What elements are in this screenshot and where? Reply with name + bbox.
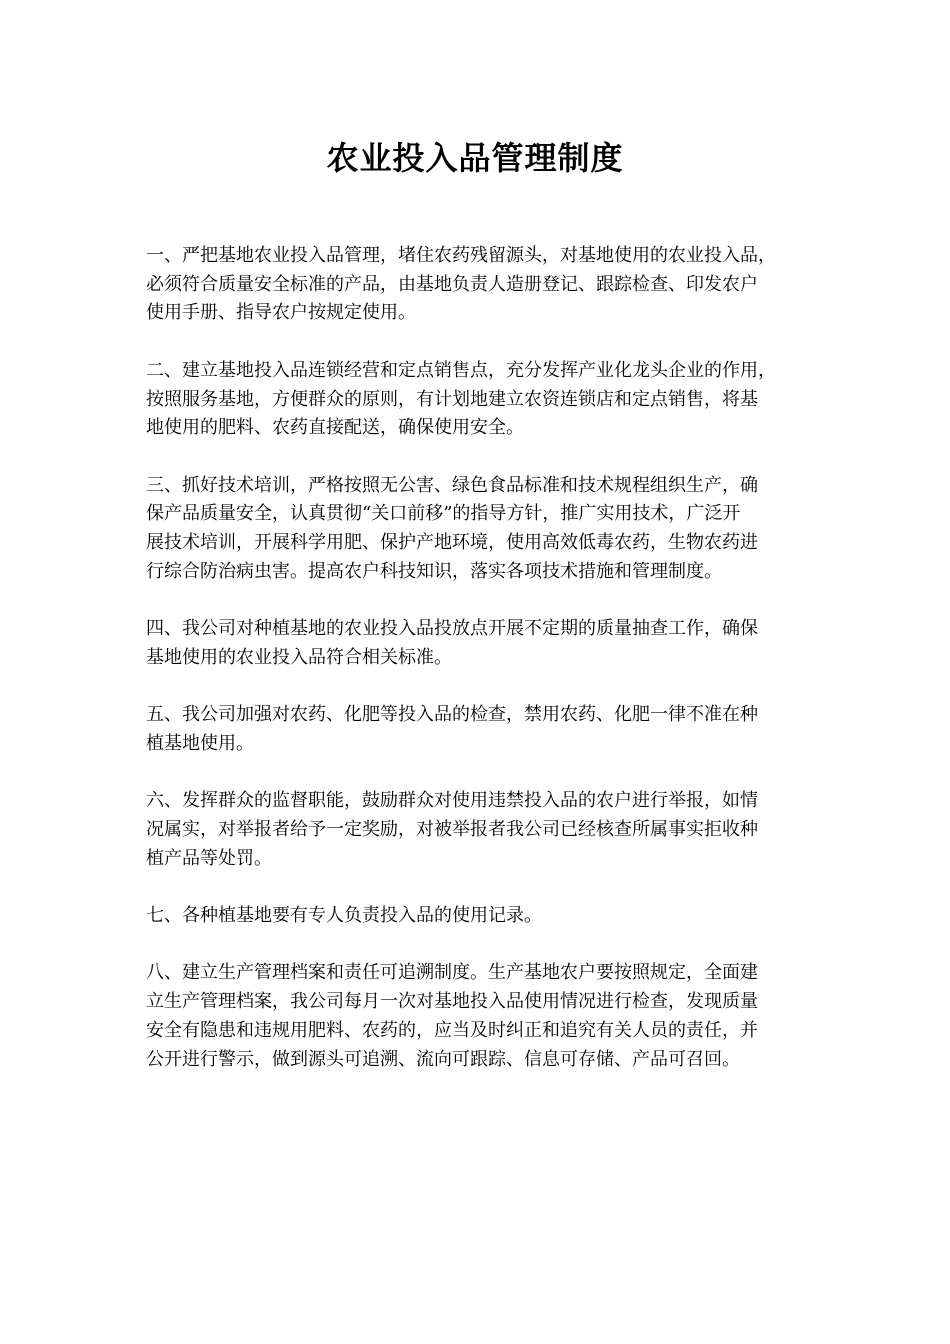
paragraph-3: 三、抓好技术培训，严格按照无公害、绿色食品标准和技术规程组织生产，确 保产品质量安全，认真贯彻“关口前移”的指导方针，推广实用技术，广泛开 展技术培训，开展科学用肥、保护产地环境，使用高效低毒农药，生物农药进 行综合防治病虫害。提高农户科技知识，落实各项技术措施和管理制度。: [146, 474, 758, 582]
paragraph-4: 四、我公司对种植基地的农业投入品投放点开展不定期的质量抽查工作，确保 基地使用的农业投入品符合相关标准。: [146, 618, 758, 668]
paragraph-2: 二、建立基地投入品连锁经营和定点销售点，充分发挥产业化龙头企业的作用， 按照服务基地，方便群众的原则，有计划地建立农资连锁店和定点销售，将基 地使用的肥料、农药直接配送，确保使用安全。: [146, 359, 776, 439]
document-body: [146, 242, 812, 1103]
paragraph-7: 七、各种植基地要有专人负责投入品的使用记录。: [146, 905, 542, 927]
paragraph-6: 六、发挥群众的监督职能，鼓励群众对使用违禁投入品的农户进行举报，如情 况属实，对举报者给予一定奖励，对被举报者我公司已经核查所属事实拒收种 植产品等处罚。: [146, 790, 758, 869]
paragraph-8: 八、建立生产管理档案和责任可追溯制度。生产基地农户要按照规定，全面建 立生产管理档案，我公司每月一次对基地投入品使用情况进行检查，发现质量 安全有隐患和违规用肥料、农药的，应当及时纠正和追究有关人员的责任，并 公开进行警示，做到源头可追溯、流向可跟踪、信息可存储、产品可召回。: [146, 962, 758, 1070]
document-title: 农业投入品管理制度: [326, 139, 624, 177]
paragraph-5: 五、我公司加强对农药、化肥等投入品的检查，禁用农药、化肥一律不准在种 植基地使用。: [146, 704, 758, 754]
paragraph-1: 一、严把基地农业投入品管理，堵住农药残留源头，对基地使用的农业投入品， 必须符合质量安全标准的产品，由基地负责人造册登记、跟踪检查、印发农户 使用手册、指导农户按规定使用。: [146, 245, 776, 324]
